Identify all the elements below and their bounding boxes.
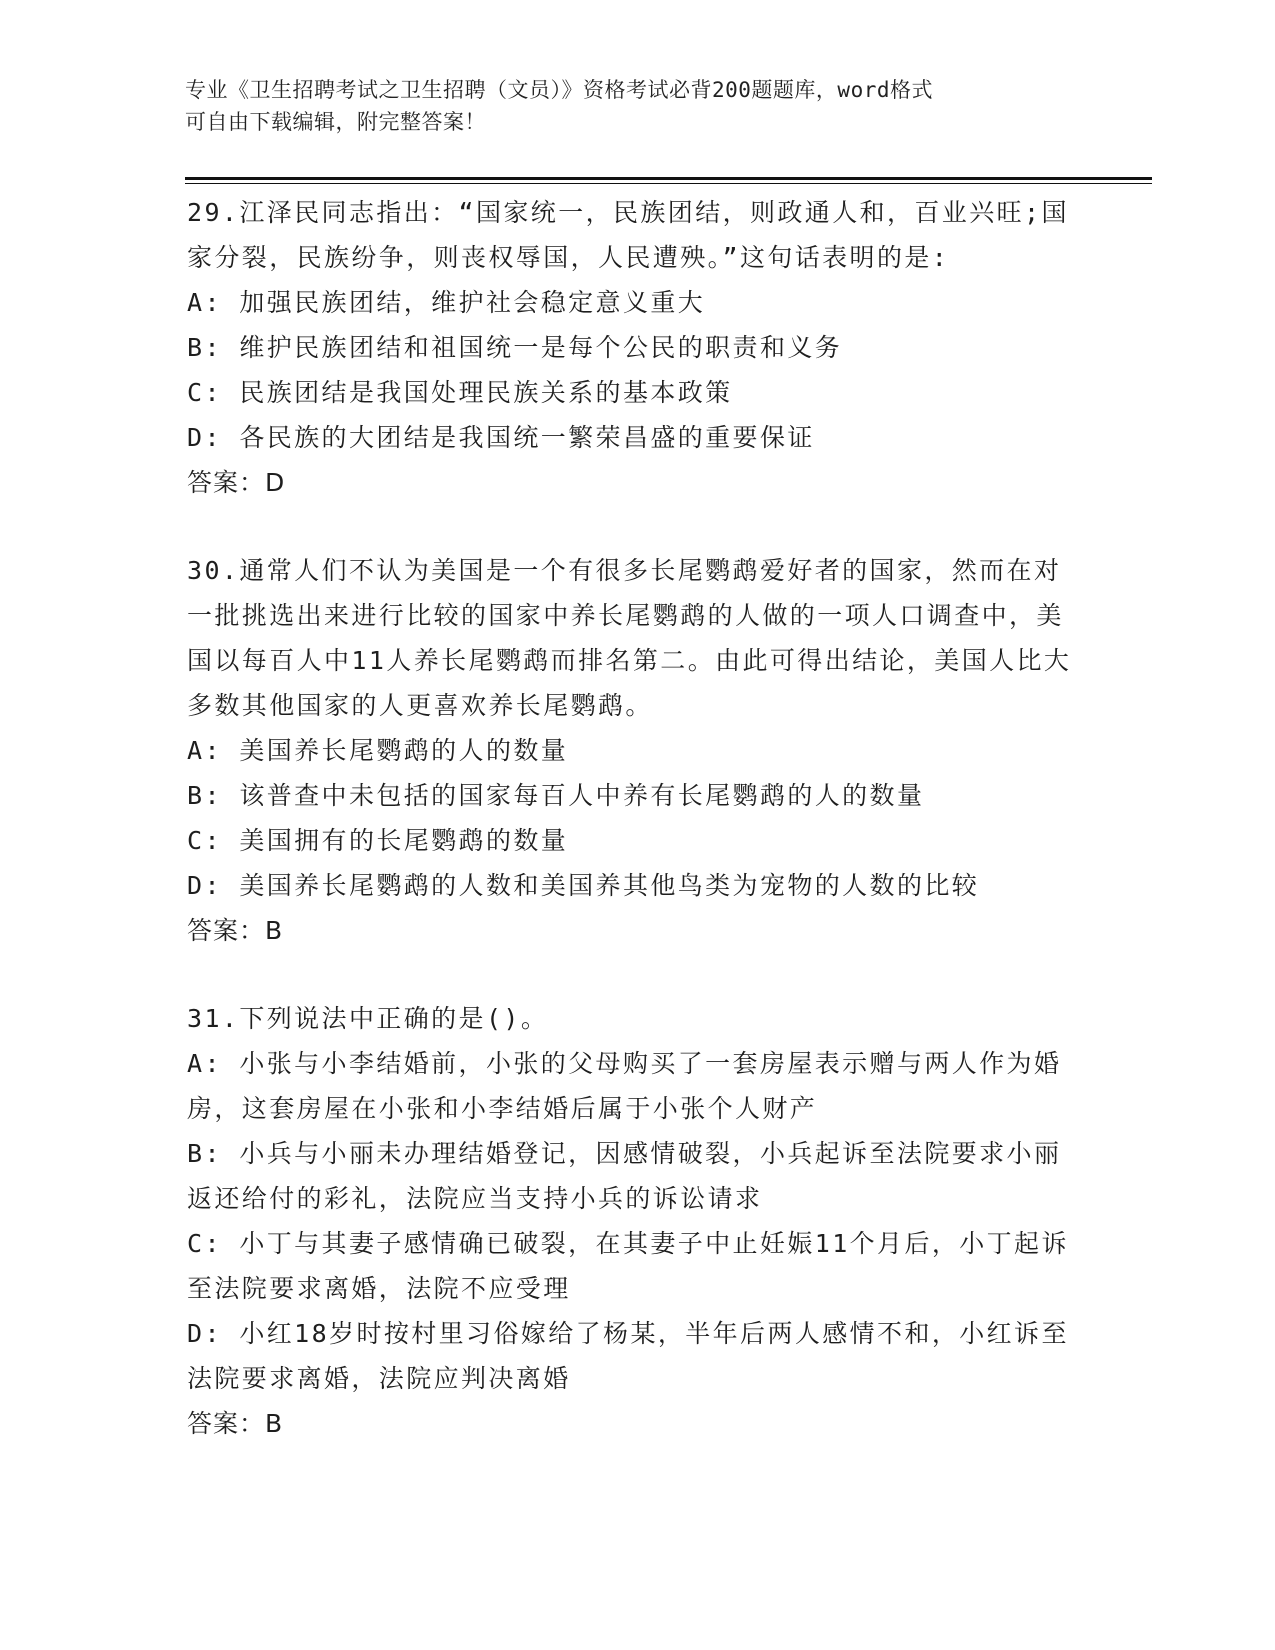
option-b: B: 维护民族团结和祖国统一是每个公民的职责和义务 [187,333,843,362]
answer-line: 答案：B [187,1409,284,1438]
answer-line: 答案：D [187,468,286,497]
question-text: 30.通常人们不认为美国是一个有很多长尾鹦鹉爱好者的国家，然而在对一批挑选出来进行比较的国家中养长尾鹦鹉的人做的一项人口调查中，美国以每百人中11人养长尾鹦鹉而排名第二。由此可得出结论，美国人比大多数其他国家的人更喜欢养长尾鹦鹉。 [187,556,1072,720]
document-header [185,74,1065,138]
header-divider-thin [185,183,1152,184]
header-title-line-1: 专业《卫生招聘考试之卫生招聘（文员）》资格考试必背200题题库，word格式 [185,78,933,102]
option-d: D: 各民族的大团结是我国统一繁荣昌盛的重要保证 [187,423,815,452]
option-a: A: 美国养长尾鹦鹉的人的数量 [187,736,569,765]
option-b: B: 小兵与小丽未办理结婚登记，因感情破裂，小兵起诉至法院要求小丽返还给付的彩礼，法院应当支持小兵的诉讼请求 [187,1139,1062,1213]
question-29 [187,190,1087,505]
option-c: C: 民族团结是我国处理民族关系的基本政策 [187,378,733,407]
option-d: D: 美国养长尾鹦鹉的人数和美国养其他鸟类为宠物的人数的比较 [187,871,980,900]
header-title-line-2: 可自由下载编辑，附完整答案！ [185,110,486,134]
question-31 [187,996,1087,1446]
option-a: A: 加强民族团结，维护社会稳定意义重大 [187,288,706,317]
option-c: C: 小丁与其妻子感情确已破裂，在其妻子中止妊娠11个月后，小丁起诉至法院要求离婚，法院不应受理 [187,1229,1069,1303]
question-text: 31.下列说法中正确的是()。 [187,1004,549,1033]
question-30 [187,548,1087,953]
option-b: B: 该普查中未包括的国家每百人中养有长尾鹦鹉的人的数量 [187,781,925,810]
header-divider-thick [185,177,1152,180]
option-c: C: 美国拥有的长尾鹦鹉的数量 [187,826,569,855]
question-text: 29.江泽民同志指出：“国家统一，民族团结，则政通人和，百业兴旺;国家分裂，民族纷争，则丧权辱国，人民遭殃。”这句话表明的是: [187,198,1069,272]
answer-line: 答案：B [187,916,284,945]
question-list [187,190,1087,1489]
option-d: D: 小红18岁时按村里习俗嫁给了杨某，半年后两人感情不和，小红诉至法院要求离婚，法院应判决离婚 [187,1319,1069,1393]
option-a: A: 小张与小李结婚前，小张的父母购买了一套房屋表示赠与两人作为婚房，这套房屋在小张和小李结婚后属于小张个人财产 [187,1049,1062,1123]
